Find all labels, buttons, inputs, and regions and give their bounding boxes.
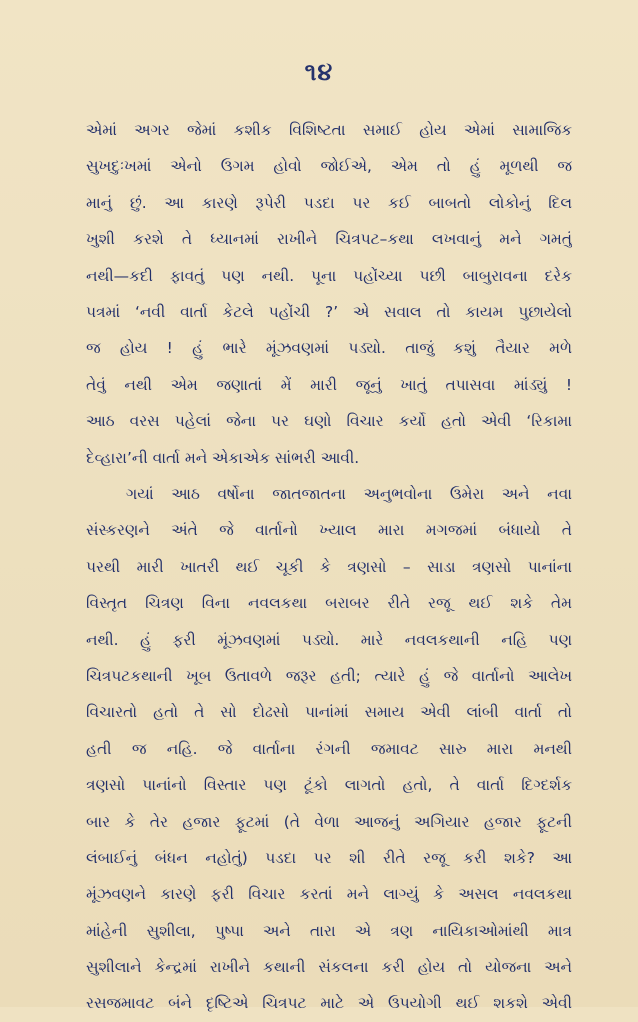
text-line: રસજમાવટ બંને દૃષ્ટિએ ચિત્રપટ માટે એ ઉપયોગી થઈ શકશે એવી — [86, 994, 572, 1013]
text-line: જ હોય ! હું ભારે મૂંઝવણમાં પડ્યો. તાજું કશું તૈયાર મળે — [86, 339, 572, 358]
text-line: તેવું નથી એમ જણાતાં મેં મારી જૂનું ખાતું તપાસવા માંડ્યું ! — [86, 375, 572, 394]
text-line: નથી. હું ફરી મૂંઝવણમાં પડ્યો. મારે નવલકથાની નહિ પણ — [86, 630, 572, 649]
text-line: મૂંઝવણને કારણે ફરી વિચાર કરતાં મને લાગ્યું કે અસલ નવલકથા — [86, 885, 572, 904]
text-line: બાર કે તેર હજાર ફૂટમાં (તે વેળા આજનું અગિયાર હજાર ફૂટની — [86, 812, 572, 831]
text-line: હતી જ નહિ. જે વાર્તાના રંગની જમાવટ સારુ મારા મનથી — [86, 739, 572, 758]
text-line: લંબાઈનું બંધન નહોતું) પડદા પર શી રીતે રજૂ કરી શકે? આ — [86, 848, 572, 867]
text-line: માનું છું. આ કારણે રૂપેરી પડદા પર કઈ બાબતો લોકોનું દિલ — [86, 193, 572, 212]
text-line: ત્રણસો પાનાંનો વિસ્તાર પણ ટૂંકો લાગતો હતો, તે વાર્તા દિગ્દર્શક — [86, 776, 572, 795]
text-line: માંહેની સુશીલા, પુષ્પા અને તારા એ ત્રણ નાયિકાઓમાંથી માત્ર — [86, 921, 572, 940]
text-line: એમાં અગર જેમાં કશીક વિશિષ્ટતા સમાઈ હોય એમાં સામાજિક — [86, 121, 572, 139]
text-line: વિસ્તૃત ચિત્રણ વિના નવલકથા બરાબર રીતે રજૂ થઈ શકે તેમ — [86, 594, 572, 613]
paragraph-2 — [86, 476, 572, 1022]
text-line: આઠ વરસ પહેલાં જેના પર ઘણો વિચાર કર્યો હતો એવી ‘રિકામા — [86, 412, 572, 431]
text-line: ખુશી કરશે તે ધ્યાનમાં રાખીને ચિત્રપટ–કથા લખવાનું મને ગમતું — [86, 230, 572, 249]
paragraph-1 — [86, 112, 572, 476]
text-line: સુખદુઃખમાં એનો ઉગમ હોવો જોઈએ, એમ તો હું મૂળથી જ — [86, 157, 572, 176]
page-number: ૧૪ — [304, 58, 334, 86]
text-line: પરથી મારી ખાતરી થઈ ચૂકી કે ત્રણસો – સાડા ત્રણસો પાનાંના — [86, 557, 572, 576]
text-line: વિચારતો હતો તે સો દોઢસો પાનાંમાં સમાય એવી લાંબી વાર્તા તો — [86, 703, 572, 722]
text-line: ચિત્રપટકથાની ખૂબ ઉતાવળે જરૂર હતી; ત્યારે હું જે વાર્તાનો આલેખ — [86, 666, 572, 685]
text-line: નથી—કદી ફાવતું પણ નથી. પૂના પહોંચ્યા પછી બાબુરાવના દરેક — [86, 266, 572, 285]
text-line: દેવ્હારા’ની વાર્તા મને એકાએક સાંભરી આવી. — [86, 448, 360, 467]
text-line: ગયાં આઠ વર્ષોના જાતજાતના અનુભવોના ઉમેરા અને નવા — [126, 485, 572, 503]
text-line: સુશીલાને કેન્દ્રમાં રાખીને કથાની સંકલના કરી હોય તો યોજના અને — [86, 958, 572, 977]
text-line: સંસ્કરણને અંતે જે વાર્તાનો ખ્યાલ મારા મગજમાં બંધાયો તે — [86, 521, 572, 540]
text-line: પત્રમાં ‘નવી વાર્તા કેટલે પહોંચી ?’ એ સવાલ તો કાયમ પુછાયેલો — [86, 302, 572, 321]
